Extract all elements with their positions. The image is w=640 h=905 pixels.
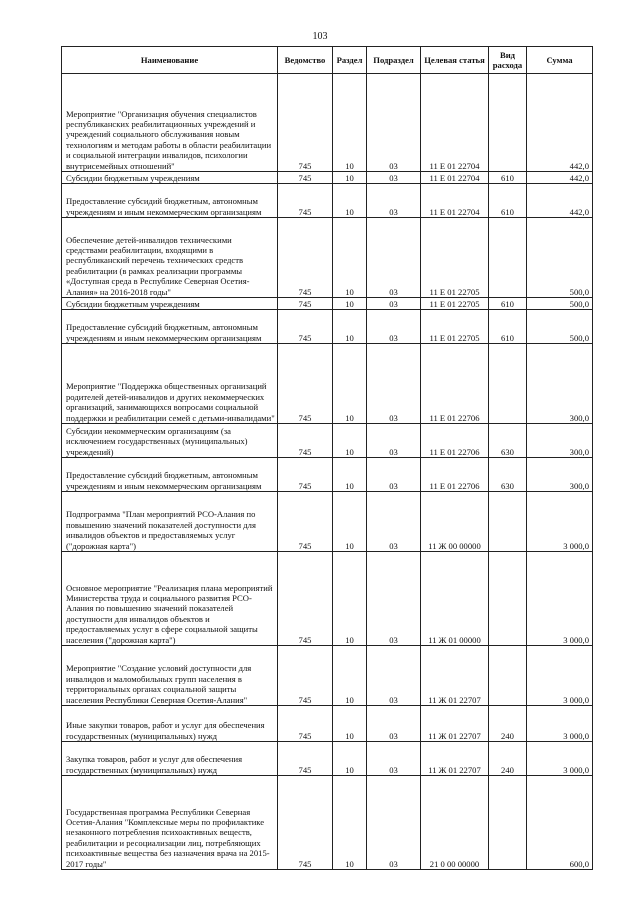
row-expense-type-cell: 610 bbox=[489, 298, 527, 310]
row-ministry-cell: 745 bbox=[278, 776, 333, 870]
header-expense-type: Вид расхода bbox=[489, 47, 527, 74]
row-target-cell: 11 Е 01 22706 bbox=[421, 458, 489, 492]
row-ministry-cell: 745 bbox=[278, 184, 333, 218]
header-section: Раздел bbox=[333, 47, 367, 74]
row-subsection-cell: 03 bbox=[367, 742, 421, 776]
row-subsection-cell: 03 bbox=[367, 298, 421, 310]
row-expense-type-cell: 630 bbox=[489, 424, 527, 458]
row-expense-type-cell: 610 bbox=[489, 310, 527, 344]
row-amount-cell: 3 000,0 bbox=[527, 646, 593, 706]
row-amount-cell: 500,0 bbox=[527, 310, 593, 344]
row-subsection-cell: 03 bbox=[367, 74, 421, 172]
row-target-cell: 11 Ж 01 00000 bbox=[421, 552, 489, 646]
row-expense-type-cell bbox=[489, 74, 527, 172]
row-ministry-cell: 745 bbox=[278, 172, 333, 184]
row-ministry-cell: 745 bbox=[278, 706, 333, 742]
row-name-cell: Закупка товаров, работ и услуг для обеспечения государственных (муниципальных) нужд bbox=[62, 742, 278, 776]
row-ministry-cell: 745 bbox=[278, 344, 333, 424]
row-section-cell: 10 bbox=[333, 458, 367, 492]
row-name-cell: Обеспечение детей-инвалидов техническими средствами реабилитации, входящими в республиканский перечень технических средств реабилитации (в рамках реализации программы «Доступная среда в Республике Северная Осетия-Алания» на 2016-2018 годы" bbox=[62, 218, 278, 298]
table-row bbox=[62, 298, 593, 310]
row-target-cell: 21 0 00 00000 bbox=[421, 776, 489, 870]
row-expense-type-cell: 610 bbox=[489, 172, 527, 184]
row-expense-type-cell bbox=[489, 646, 527, 706]
row-section-cell: 10 bbox=[333, 492, 367, 552]
table-row bbox=[62, 310, 593, 344]
row-target-cell: 11 Е 01 22704 bbox=[421, 172, 489, 184]
row-name-cell: Предоставление субсидий бюджетным, автономным учреждениям и иным некоммерческим организациям bbox=[62, 310, 278, 344]
table-row bbox=[62, 74, 593, 172]
row-ministry-cell: 745 bbox=[278, 74, 333, 172]
table-row bbox=[62, 184, 593, 218]
row-name-cell: Мероприятие "Поддержка общественных организаций родителей детей-инвалидов и других некоммерческих организаций, занимающихся вопросами социальной поддержки и реабилитации семей с детьми-инвалидами" bbox=[62, 344, 278, 424]
row-target-cell: 11 Ж 01 22707 bbox=[421, 706, 489, 742]
row-target-cell: 11 Е 01 22705 bbox=[421, 298, 489, 310]
row-section-cell: 10 bbox=[333, 184, 367, 218]
row-ministry-cell: 745 bbox=[278, 646, 333, 706]
row-ministry-cell: 745 bbox=[278, 298, 333, 310]
row-ministry-cell: 745 bbox=[278, 218, 333, 298]
table-row bbox=[62, 172, 593, 184]
header-name: Наименование bbox=[62, 47, 278, 74]
row-target-cell: 11 Е 01 22706 bbox=[421, 344, 489, 424]
row-name-cell: Субсидии бюджетным учреждениям bbox=[62, 172, 278, 184]
row-target-cell: 11 Ж 01 22707 bbox=[421, 742, 489, 776]
row-name-cell: Иные закупки товаров, работ и услуг для обеспечения государственных (муниципальных) нужд bbox=[62, 706, 278, 742]
row-name-cell: Мероприятие "Организация обучения специалистов республиканских реабилитационных учреждений и учреждений социального обслуживания новым технологиям и методам работы в области реабилитации и социальной интеграции инвалидов, психологии внутрисемейных отношений" bbox=[62, 74, 278, 172]
row-name-cell: Подпрограмма "План мероприятий РСО-Алания по повышению значений показателей доступности для инвалидов объектов и предоставляемых услуг ("дорожная карта") bbox=[62, 492, 278, 552]
row-amount-cell: 500,0 bbox=[527, 298, 593, 310]
row-ministry-cell: 745 bbox=[278, 310, 333, 344]
row-section-cell: 10 bbox=[333, 424, 367, 458]
row-expense-type-cell bbox=[489, 344, 527, 424]
row-subsection-cell: 03 bbox=[367, 646, 421, 706]
row-ministry-cell: 745 bbox=[278, 458, 333, 492]
row-amount-cell: 300,0 bbox=[527, 458, 593, 492]
row-subsection-cell: 03 bbox=[367, 776, 421, 870]
row-section-cell: 10 bbox=[333, 298, 367, 310]
row-section-cell: 10 bbox=[333, 646, 367, 706]
row-subsection-cell: 03 bbox=[367, 706, 421, 742]
row-section-cell: 10 bbox=[333, 218, 367, 298]
row-section-cell: 10 bbox=[333, 776, 367, 870]
row-expense-type-cell: 630 bbox=[489, 458, 527, 492]
table-row bbox=[62, 344, 593, 424]
row-amount-cell: 442,0 bbox=[527, 172, 593, 184]
row-target-cell: 11 Ж 01 22707 bbox=[421, 646, 489, 706]
row-subsection-cell: 03 bbox=[367, 218, 421, 298]
row-amount-cell: 300,0 bbox=[527, 424, 593, 458]
row-amount-cell: 300,0 bbox=[527, 344, 593, 424]
row-subsection-cell: 03 bbox=[367, 458, 421, 492]
row-amount-cell: 600,0 bbox=[527, 776, 593, 870]
table-row bbox=[62, 742, 593, 776]
row-target-cell: 11 Е 01 22704 bbox=[421, 74, 489, 172]
row-name-cell: Субсидии некоммерческим организациям (за исключением государственных (муниципальных) учреждений) bbox=[62, 424, 278, 458]
table-row bbox=[62, 706, 593, 742]
row-name-cell: Государственная программа Республики Северная Осетия-Алания "Комплексные меры по профилактике незаконного потребления психоактивных веществ, реабилитации и ресоциализации лиц, потребляющих психоактивные вещества без назначения врача на 2015-2017 годы" bbox=[62, 776, 278, 870]
row-expense-type-cell bbox=[489, 218, 527, 298]
row-ministry-cell: 745 bbox=[278, 742, 333, 776]
table-header-row bbox=[62, 47, 593, 74]
row-subsection-cell: 03 bbox=[367, 552, 421, 646]
table-row bbox=[62, 776, 593, 870]
row-amount-cell: 500,0 bbox=[527, 218, 593, 298]
row-subsection-cell: 03 bbox=[367, 492, 421, 552]
row-target-cell: 11 Е 01 22705 bbox=[421, 218, 489, 298]
row-amount-cell: 442,0 bbox=[527, 74, 593, 172]
row-target-cell: 11 Е 01 22706 bbox=[421, 424, 489, 458]
row-expense-type-cell: 240 bbox=[489, 742, 527, 776]
row-section-cell: 10 bbox=[333, 172, 367, 184]
row-amount-cell: 442,0 bbox=[527, 184, 593, 218]
row-amount-cell: 3 000,0 bbox=[527, 706, 593, 742]
row-section-cell: 10 bbox=[333, 706, 367, 742]
budget-table bbox=[61, 46, 593, 870]
table-row bbox=[62, 552, 593, 646]
row-amount-cell: 3 000,0 bbox=[527, 552, 593, 646]
table-row bbox=[62, 424, 593, 458]
row-ministry-cell: 745 bbox=[278, 552, 333, 646]
table-row bbox=[62, 492, 593, 552]
row-subsection-cell: 03 bbox=[367, 172, 421, 184]
row-expense-type-cell: 240 bbox=[489, 706, 527, 742]
header-target: Целевая статья bbox=[421, 47, 489, 74]
header-ministry: Ведомство bbox=[278, 47, 333, 74]
row-name-cell: Мероприятие "Создание условий доступности для инвалидов и маломобильных групп населения в территориальных органах социальной защиты населения Республики Северная Осетия-Алания" bbox=[62, 646, 278, 706]
row-target-cell: 11 Е 01 22705 bbox=[421, 310, 489, 344]
table-row bbox=[62, 458, 593, 492]
row-name-cell: Субсидии бюджетным учреждениям bbox=[62, 298, 278, 310]
row-subsection-cell: 03 bbox=[367, 310, 421, 344]
row-ministry-cell: 745 bbox=[278, 424, 333, 458]
row-subsection-cell: 03 bbox=[367, 424, 421, 458]
row-subsection-cell: 03 bbox=[367, 344, 421, 424]
row-section-cell: 10 bbox=[333, 74, 367, 172]
row-ministry-cell: 745 bbox=[278, 492, 333, 552]
row-section-cell: 10 bbox=[333, 344, 367, 424]
row-section-cell: 10 bbox=[333, 742, 367, 776]
page-number: 103 bbox=[312, 31, 328, 42]
row-expense-type-cell: 610 bbox=[489, 184, 527, 218]
row-expense-type-cell bbox=[489, 552, 527, 646]
row-subsection-cell: 03 bbox=[367, 184, 421, 218]
row-amount-cell: 3 000,0 bbox=[527, 742, 593, 776]
header-amount: Сумма bbox=[527, 47, 593, 74]
row-section-cell: 10 bbox=[333, 552, 367, 646]
row-section-cell: 10 bbox=[333, 310, 367, 344]
table-row bbox=[62, 646, 593, 706]
row-amount-cell: 3 000,0 bbox=[527, 492, 593, 552]
row-name-cell: Предоставление субсидий бюджетным, автономным учреждениям и иным некоммерческим организациям bbox=[62, 458, 278, 492]
row-name-cell: Основное мероприятие "Реализация плана мероприятий Министерства труда и социального развития РСО-Алания по повышению значений показателей доступности для инвалидов объектов и предоставляемых услуг в сфере социальной защиты населения ("дорожная карта") bbox=[62, 552, 278, 646]
row-target-cell: 11 Ж 00 00000 bbox=[421, 492, 489, 552]
table-row bbox=[62, 218, 593, 298]
row-expense-type-cell bbox=[489, 492, 527, 552]
row-name-cell: Предоставление субсидий бюджетным, автономным учреждениям и иным некоммерческим организациям bbox=[62, 184, 278, 218]
header-subsection: Подраздел bbox=[367, 47, 421, 74]
row-target-cell: 11 Е 01 22704 bbox=[421, 184, 489, 218]
row-expense-type-cell bbox=[489, 776, 527, 870]
